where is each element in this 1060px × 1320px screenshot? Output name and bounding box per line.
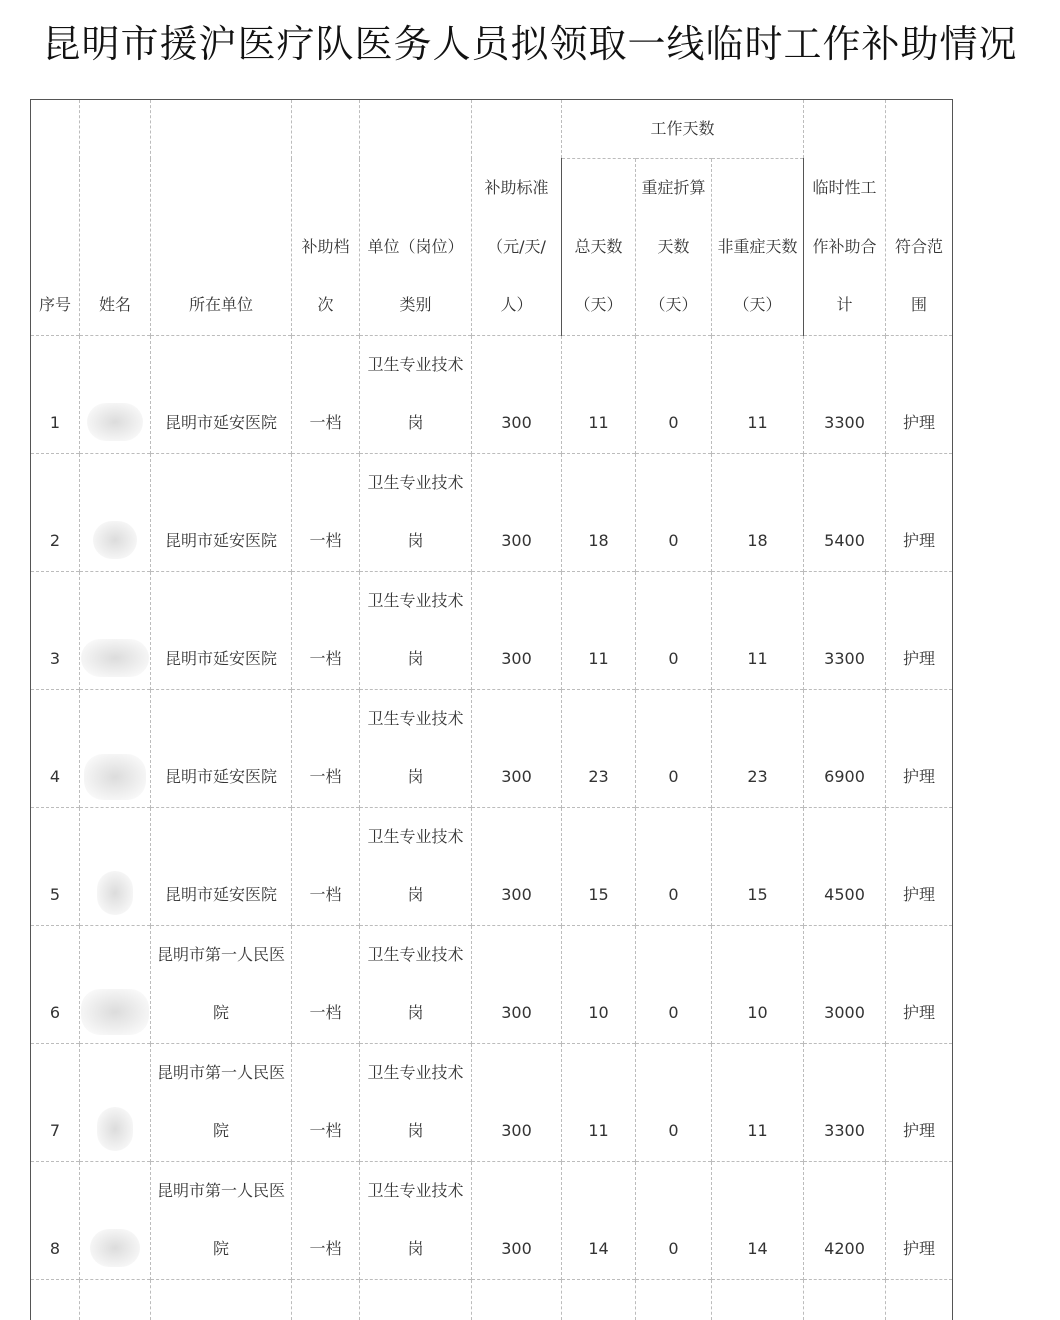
- cell-empty: [80, 1279, 151, 1320]
- cell-empty: [636, 1279, 712, 1320]
- cell-name-redacted: [80, 1161, 151, 1279]
- cell-standard: 300: [472, 335, 562, 453]
- cell-name-redacted: [80, 1043, 151, 1161]
- cell-name-redacted: [80, 807, 151, 925]
- cell-non-severe-days: 11: [712, 571, 804, 689]
- cell-subtotal: 3300: [804, 1043, 886, 1161]
- redacted-name-blur: [84, 754, 146, 800]
- header-scope: 符合范围: [886, 100, 953, 336]
- cell-empty: [472, 1279, 562, 1320]
- cell-total-days: 15: [562, 807, 636, 925]
- redacted-name-blur: [90, 1229, 140, 1267]
- cell-severe-days: 0: [636, 689, 712, 807]
- cell-seq: 1: [31, 335, 80, 453]
- cell-total-days: 11: [562, 1043, 636, 1161]
- cell-category: 卫生专业技术岗: [360, 807, 472, 925]
- cell-empty: [562, 1279, 636, 1320]
- cell-total-days: 10: [562, 925, 636, 1043]
- cell-unit: 昆明市延安医院: [151, 453, 292, 571]
- cell-standard: 300: [472, 807, 562, 925]
- cell-name-redacted: [80, 335, 151, 453]
- header-total-days: 总天数（天）: [562, 159, 636, 336]
- cell-severe-days: 0: [636, 925, 712, 1043]
- cell-level: 一档: [292, 335, 360, 453]
- cell-severe-days: 0: [636, 807, 712, 925]
- cell-scope: 护理: [886, 1043, 953, 1161]
- table-row: [31, 807, 953, 925]
- cell-non-severe-days: 15: [712, 807, 804, 925]
- cell-scope: 护理: [886, 807, 953, 925]
- header-severe-days: 重症折算天数（天）: [636, 159, 712, 336]
- cell-standard: 300: [472, 1161, 562, 1279]
- table-row: [31, 453, 953, 571]
- page-title: 昆明市援沪医疗队医务人员拟领取一线临时工作补助情况: [42, 22, 1018, 66]
- cell-level: 一档: [292, 689, 360, 807]
- cell-seq: 7: [31, 1043, 80, 1161]
- cell-standard: 300: [472, 1043, 562, 1161]
- subsidy-table: [30, 99, 953, 1320]
- cell-non-severe-days: 10: [712, 925, 804, 1043]
- cell-subtotal: 4200: [804, 1161, 886, 1279]
- cell-subtotal: 3300: [804, 335, 886, 453]
- header-subtotal: 临时性工作补助合计: [804, 100, 886, 336]
- cell-level: 一档: [292, 807, 360, 925]
- cell-unit: 昆明市延安医院: [151, 807, 292, 925]
- header-name: 姓名: [80, 100, 151, 336]
- cell-level: 一档: [292, 1161, 360, 1279]
- cell-unit: 昆明市第一人民医院: [151, 1161, 292, 1279]
- cell-total-days: 14: [562, 1161, 636, 1279]
- table-row: [31, 571, 953, 689]
- cell-level: 一档: [292, 925, 360, 1043]
- cell-total-days: 18: [562, 453, 636, 571]
- cell-standard: 300: [472, 689, 562, 807]
- cell-name-redacted: [80, 689, 151, 807]
- table-row: [31, 1161, 953, 1279]
- cell-severe-days: 0: [636, 1161, 712, 1279]
- header-unit: 所在单位: [151, 100, 292, 336]
- cell-category: 卫生专业技术岗: [360, 571, 472, 689]
- cell-seq: 4: [31, 689, 80, 807]
- table-row: [31, 1043, 953, 1161]
- table-row: [31, 925, 953, 1043]
- cell-category: 卫生专业技术岗: [360, 1043, 472, 1161]
- cell-name-redacted: [80, 453, 151, 571]
- header-level: 补助档次: [292, 100, 360, 336]
- cell-scope: 护理: [886, 571, 953, 689]
- cell-empty: [292, 1279, 360, 1320]
- cell-empty: [886, 1279, 953, 1320]
- cell-unit: 昆明市延安医院: [151, 571, 292, 689]
- cell-scope: 护理: [886, 453, 953, 571]
- table-row: [31, 335, 953, 453]
- cell-level: 一档: [292, 1043, 360, 1161]
- redacted-name-blur: [81, 639, 149, 677]
- header-work-days: 工作天数: [562, 100, 804, 159]
- cell-subtotal: 5400: [804, 453, 886, 571]
- cell-seq: 2: [31, 453, 80, 571]
- cell-scope: 护理: [886, 1161, 953, 1279]
- cell-non-severe-days: 18: [712, 453, 804, 571]
- cell-scope: 护理: [886, 689, 953, 807]
- cell-standard: 300: [472, 571, 562, 689]
- cell-non-severe-days: 11: [712, 335, 804, 453]
- cell-non-severe-days: 11: [712, 1043, 804, 1161]
- cell-seq: 3: [31, 571, 80, 689]
- cell-seq: 8: [31, 1161, 80, 1279]
- cell-subtotal: 4500: [804, 807, 886, 925]
- table-row: [31, 689, 953, 807]
- cell-scope: 护理: [886, 335, 953, 453]
- cell-unit: 昆明市第一人民医院: [151, 1043, 292, 1161]
- header-standard: 补助标准（元/天/人）: [472, 100, 562, 336]
- cell-scope: 护理: [886, 925, 953, 1043]
- cell-subtotal: 6900: [804, 689, 886, 807]
- cell-category: 卫生专业技术岗: [360, 453, 472, 571]
- cell-unit: 昆明市延安医院: [151, 335, 292, 453]
- header-seq: 序号: [31, 100, 80, 336]
- redacted-name-blur: [93, 521, 137, 559]
- cell-standard: 300: [472, 925, 562, 1043]
- cell-severe-days: 0: [636, 1043, 712, 1161]
- cell-total-days: 23: [562, 689, 636, 807]
- table-body: [31, 335, 953, 1320]
- redacted-name-blur: [81, 989, 149, 1035]
- cell-non-severe-days: 23: [712, 689, 804, 807]
- cell-subtotal: 3000: [804, 925, 886, 1043]
- cell-non-severe-days: 14: [712, 1161, 804, 1279]
- cell-empty: [360, 1279, 472, 1320]
- cell-category: 卫生专业技术岗: [360, 689, 472, 807]
- cell-standard: 300: [472, 453, 562, 571]
- cell-severe-days: 0: [636, 571, 712, 689]
- cell-level: 一档: [292, 453, 360, 571]
- cell-empty: [712, 1279, 804, 1320]
- cell-unit: 昆明市第一人民医院: [151, 925, 292, 1043]
- cell-unit: 昆明市延安医院: [151, 689, 292, 807]
- cell-category: 卫生专业技术岗: [360, 335, 472, 453]
- redacted-name-blur: [97, 871, 133, 915]
- cell-category: 卫生专业技术岗: [360, 1161, 472, 1279]
- cell-empty: [151, 1279, 292, 1320]
- cell-total-days: 11: [562, 571, 636, 689]
- table-header: [31, 100, 953, 336]
- cell-category: 卫生专业技术岗: [360, 925, 472, 1043]
- redacted-name-blur: [87, 403, 143, 441]
- cell-name-redacted: [80, 925, 151, 1043]
- header-non-severe-days: 非重症天数（天）: [712, 159, 804, 336]
- redacted-name-blur: [97, 1107, 133, 1151]
- cell-name-redacted: [80, 571, 151, 689]
- cell-empty: [31, 1279, 80, 1320]
- cell-seq: 5: [31, 807, 80, 925]
- cell-total-days: 11: [562, 335, 636, 453]
- header-category: 单位（岗位）类别: [360, 100, 472, 336]
- cell-severe-days: 0: [636, 453, 712, 571]
- cell-empty: [804, 1279, 886, 1320]
- cell-seq: 6: [31, 925, 80, 1043]
- table-row-partial: [31, 1279, 953, 1320]
- cell-level: 一档: [292, 571, 360, 689]
- cell-subtotal: 3300: [804, 571, 886, 689]
- cell-severe-days: 0: [636, 335, 712, 453]
